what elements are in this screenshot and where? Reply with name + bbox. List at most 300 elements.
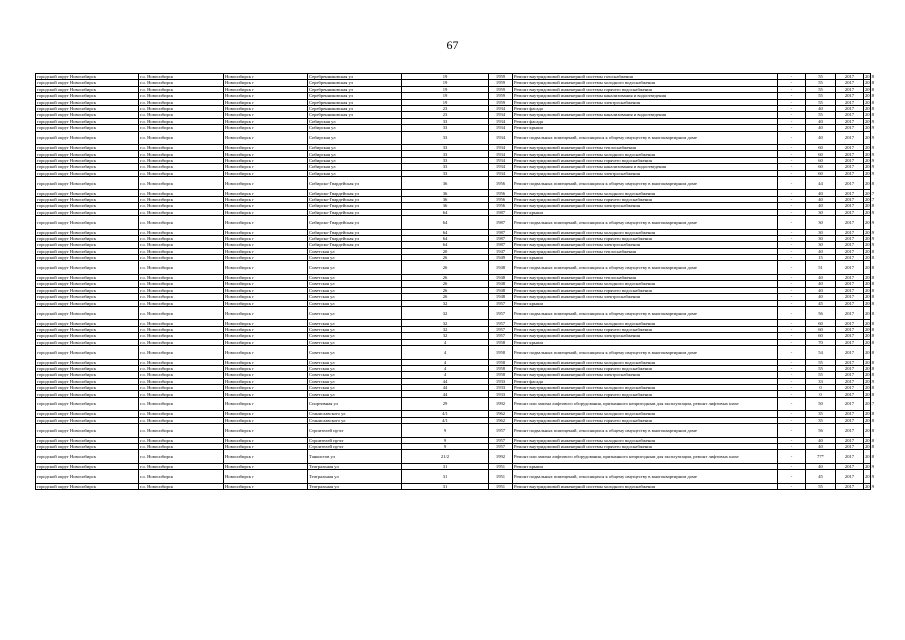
city-cell: Новосибирск г — [224, 261, 308, 275]
year-start-cell: 2017 — [836, 118, 864, 124]
value-cell: 55 — [806, 372, 836, 378]
district-cell: г.о. Новосибирск — [139, 164, 224, 170]
city-cell: Новосибирск г — [224, 196, 308, 202]
year-built-cell: 1958 — [489, 339, 513, 345]
house-cell: 32 — [402, 320, 489, 326]
district-cell: г.о. Новосибирск — [139, 359, 224, 365]
dash-cell: - — [778, 203, 806, 209]
district-cell: г.о. Новосибирск — [139, 300, 224, 306]
house-cell: 33 — [402, 170, 489, 176]
street-cell: Театральная ул — [308, 483, 402, 489]
district-cell: г.о. Новосибирск — [139, 157, 224, 163]
street-cell: Сибирская ул — [308, 131, 402, 145]
district-cell: г.о. Новосибирск — [139, 306, 224, 320]
municipality-cell: городской округ Новосибирск — [36, 248, 139, 254]
year-start-cell: 2017 — [836, 235, 864, 241]
dash-cell: - — [778, 320, 806, 326]
district-cell: г.о. Новосибирск — [139, 424, 224, 438]
value-cell: 30 — [806, 242, 836, 248]
value-cell: 40 — [806, 105, 836, 111]
year-built-cell: 1962 — [489, 411, 513, 417]
year-built-cell: 1948 — [489, 281, 513, 287]
work-type-cell: Ремонт внутридомовой инженерной системы горячего водоснабжения — [513, 86, 778, 92]
value-cell: 35 — [806, 417, 836, 423]
district-cell: г.о. Новосибирск — [139, 470, 224, 484]
year-built-cell: 1934 — [489, 118, 513, 124]
street-cell: Советская ул — [308, 372, 402, 378]
municipality-cell: городской округ Новосибирск — [36, 145, 139, 151]
year-built-cell: 1956 — [489, 203, 513, 209]
municipality-cell: городской округ Новосибирск — [36, 164, 139, 170]
house-cell: 26 — [402, 261, 489, 275]
municipality-cell: городской округ Новосибирск — [36, 417, 139, 423]
value-cell: 54 — [806, 346, 836, 360]
year-built-cell: 1957 — [489, 444, 513, 450]
table-row — [36, 397, 871, 411]
work-type-cell: Ремонт внутридомовой инженерной системы горячего водоснабжения — [513, 391, 778, 397]
table-body — [36, 74, 875, 490]
year-start-cell: 2017 — [836, 444, 864, 450]
municipality-cell: городской округ Новосибирск — [36, 287, 139, 293]
dash-cell: - — [778, 235, 806, 241]
year-built-cell: 1987 — [489, 235, 513, 241]
year-start-cell: 2017 — [836, 190, 864, 196]
city-cell: Новосибирск г — [224, 365, 308, 371]
year-built-cell: 1958 — [489, 372, 513, 378]
work-type-cell: Ремонт внутридомовой инженерной системы холодного водоснабжения — [513, 281, 778, 287]
work-type-cell: Ремонт внутридомовой инженерной системы канализования и водоотведения — [513, 112, 778, 118]
house-cell: 33 — [402, 125, 489, 131]
house-cell: 33 — [402, 131, 489, 145]
municipality-cell: городской округ Новосибирск — [36, 281, 139, 287]
dash-cell: - — [778, 105, 806, 111]
district-cell: г.о. Новосибирск — [139, 411, 224, 417]
table-row — [36, 450, 871, 464]
work-type-cell: Ремонт или замена лифтового оборудования, признанного непригодным для эксплуатации, ремонт лифтовых шахт — [513, 450, 778, 464]
dash-cell: - — [778, 99, 806, 105]
municipality-cell: городской округ Новосибирск — [36, 333, 139, 339]
year-start-cell: 2017 — [836, 281, 864, 287]
dash-cell: - — [778, 255, 806, 261]
district-cell: г.о. Новосибирск — [139, 99, 224, 105]
value-cell: 45 — [806, 300, 836, 306]
work-type-cell: Ремонт внутридомовой инженерной системы холодного водоснабжения — [513, 483, 778, 489]
municipality-cell: городской округ Новосибирск — [36, 424, 139, 438]
street-cell: Советская ул — [308, 339, 402, 345]
street-cell: Сибирско-Гвардейская ул — [308, 176, 402, 190]
house-cell: 64 — [402, 229, 489, 235]
year-start-cell: 2017 — [836, 80, 864, 86]
municipality-cell: городской округ Новосибирск — [36, 209, 139, 215]
year-end-cell: 2018 — [864, 261, 871, 275]
year-start-cell: 2017 — [836, 463, 864, 469]
street-cell: Советская ул — [308, 294, 402, 300]
year-end-cell: 2018 — [865, 372, 875, 378]
year-end-cell: 2018 — [865, 86, 875, 92]
municipality-cell: городской округ Новосибирск — [36, 242, 139, 248]
dash-cell: - — [778, 125, 806, 131]
year-end-cell: 2018 — [865, 93, 875, 99]
district-cell: г.о. Новосибирск — [139, 229, 224, 235]
municipality-cell: городской округ Новосибирск — [36, 359, 139, 365]
value-cell: 30 — [806, 209, 836, 215]
street-cell: Советская ул — [308, 287, 402, 293]
work-type-cell: Ремонт внутридомовой инженерной системы холодного водоснабжения — [513, 190, 778, 196]
municipality-cell: городской округ Новосибирск — [36, 326, 139, 332]
value-cell: 40 — [806, 437, 836, 443]
district-cell: г.о. Новосибирск — [139, 346, 224, 360]
year-start-cell: 2017 — [836, 333, 864, 339]
year-end-cell: 2018 — [864, 424, 871, 438]
house-cell: 26 — [402, 294, 489, 300]
street-cell: Советская ул — [308, 248, 402, 254]
municipality-cell: городской округ Новосибирск — [36, 157, 139, 163]
work-type-cell: Ремонт фасада — [513, 105, 778, 111]
work-type-cell: Ремонт подвальных помещений, относящихся к общему имуществу в многоквартирном доме — [513, 216, 778, 230]
year-built-cell: 1934 — [489, 157, 513, 163]
house-cell: 29 — [402, 397, 489, 411]
street-cell: Советская ул — [308, 385, 402, 391]
municipality-cell: городской округ Новосибирск — [36, 99, 139, 105]
work-type-cell: Ремонт внутридомовой инженерной системы горячего водоснабжения — [513, 326, 778, 332]
year-built-cell: 1987 — [489, 216, 513, 230]
house-cell: 44 — [402, 385, 489, 391]
house-cell: 36 — [402, 190, 489, 196]
municipality-cell: городской округ Новосибирск — [36, 365, 139, 371]
dash-cell: - — [778, 326, 806, 332]
work-type-cell: Ремонт внутридомовой инженерной системы горячего водоснабжения — [513, 417, 778, 423]
municipality-cell: городской округ Новосибирск — [36, 86, 139, 92]
work-type-cell: Ремонт крыши — [513, 255, 778, 261]
dash-cell: - — [778, 190, 806, 196]
city-cell: Новосибирск г — [224, 242, 308, 248]
house-cell: 19 — [402, 99, 489, 105]
street-cell: Сибирская ул — [308, 170, 402, 176]
value-cell: 40 — [806, 190, 836, 196]
value-cell: 51 — [806, 261, 836, 275]
city-cell: Новосибирск г — [224, 112, 308, 118]
house-cell: 26 — [402, 255, 489, 261]
street-cell: Советская ул — [308, 359, 402, 365]
house-cell: 19 — [402, 74, 489, 80]
year-start-cell: 2017 — [836, 294, 864, 300]
year-built-cell: 1987 — [489, 242, 513, 248]
year-end-cell: 2019 — [865, 483, 875, 489]
street-cell: Танкистов ул — [308, 450, 402, 464]
district-cell: г.о. Новосибирск — [139, 333, 224, 339]
district-cell: г.о. Новосибирск — [139, 294, 224, 300]
year-built-cell: 1934 — [489, 145, 513, 151]
dash-cell: - — [778, 170, 806, 176]
table-row — [36, 176, 871, 190]
year-built-cell: 1957 — [489, 306, 513, 320]
value-cell: 60 — [806, 326, 836, 332]
dash-cell: - — [778, 437, 806, 443]
value-cell: 30 — [806, 235, 836, 241]
year-start-cell: 2017 — [836, 483, 864, 489]
work-type-cell: Ремонт внутридомовой инженерной системы горячего водоснабжения — [513, 157, 778, 163]
work-type-cell: Ремонт внутридомовой инженерной системы холодного водоснабжения — [513, 229, 778, 235]
municipality-cell: городской округ Новосибирск — [36, 378, 139, 384]
year-built-cell: 1962 — [489, 417, 513, 423]
district-cell: г.о. Новосибирск — [139, 365, 224, 371]
city-cell: Новосибирск г — [224, 145, 308, 151]
work-type-cell: Ремонт внутридомовой инженерной системы холодного водоснабжения — [513, 411, 778, 417]
city-cell: Новосибирск г — [224, 248, 308, 254]
year-end-cell: 2018 — [865, 275, 875, 281]
street-cell: Сибирско-Гвардейская ул — [308, 196, 402, 202]
house-cell: 33 — [402, 151, 489, 157]
year-end-cell: 2018 — [864, 450, 871, 464]
work-type-cell: Ремонт внутридомовой инженерной системы канализования и водоотведения — [513, 164, 778, 170]
value-cell: 55 — [806, 93, 836, 99]
dash-cell: - — [778, 417, 806, 423]
street-cell: Сибирско-Гвардейская ул — [308, 242, 402, 248]
year-built-cell: 1958 — [489, 365, 513, 371]
year-end-cell: 2017 — [865, 196, 875, 202]
city-cell: Новосибирск г — [224, 300, 308, 306]
house-cell: 9 — [402, 444, 489, 450]
value-cell: 40 — [806, 118, 836, 124]
municipality-cell: городской округ Новосибирск — [36, 93, 139, 99]
year-start-cell: 2017 — [836, 99, 864, 105]
municipality-cell: городской округ Новосибирск — [36, 176, 139, 190]
street-cell: Серебренниковская ул — [308, 74, 402, 80]
street-cell: Советская ул — [308, 378, 402, 384]
capital-repair-table — [35, 73, 875, 490]
district-cell: г.о. Новосибирск — [139, 235, 224, 241]
year-built-cell: 1959 — [489, 99, 513, 105]
value-cell: 40 — [806, 131, 836, 145]
street-cell: Советская ул — [308, 365, 402, 371]
dash-cell: - — [778, 131, 806, 145]
municipality-cell: городской округ Новосибирск — [36, 300, 139, 306]
year-start-cell: 2017 — [836, 242, 864, 248]
city-cell: Новосибирск г — [224, 326, 308, 332]
value-cell: 60 — [806, 333, 836, 339]
municipality-cell: городской округ Новосибирск — [36, 450, 139, 464]
work-type-cell: Ремонт внутридомовой инженерной системы электроснабжения — [513, 372, 778, 378]
year-end-cell: 2018 — [865, 411, 875, 417]
year-start-cell: 2017 — [836, 105, 864, 111]
value-cell: 40 — [806, 444, 836, 450]
house-cell: 19 — [402, 93, 489, 99]
year-built-cell: 1948 — [489, 287, 513, 293]
page-number: 67 — [446, 38, 459, 52]
street-cell: Сибирско-Гвардейская ул — [308, 209, 402, 215]
year-start-cell: 2017 — [836, 300, 864, 306]
year-start-cell: 2017 — [836, 125, 864, 131]
year-start-cell: 2017 — [836, 274, 864, 280]
year-start-cell: 2017 — [836, 470, 864, 484]
district-cell: г.о. Новосибирск — [139, 372, 224, 378]
work-type-cell: Ремонт внутридомовой инженерной системы электроснабжения — [513, 203, 778, 209]
year-start-cell: 2017 — [836, 365, 864, 371]
municipality-cell: городской округ Новосибирск — [36, 105, 139, 111]
house-cell: 31 — [402, 463, 489, 469]
dash-cell: - — [778, 261, 806, 275]
year-built-cell: 1934 — [489, 125, 513, 131]
year-start-cell: 2017 — [836, 359, 864, 365]
table-row — [36, 424, 871, 438]
dash-cell: - — [778, 424, 806, 438]
year-built-cell: 1934 — [489, 112, 513, 118]
year-built-cell: 1947 — [489, 248, 513, 254]
year-end-cell: 2019 — [865, 229, 875, 235]
value-cell: 44 — [806, 176, 836, 190]
street-cell: Сибирско-Гвардейская ул — [308, 229, 402, 235]
dash-cell: - — [778, 294, 806, 300]
work-type-cell: Ремонт подвальных помещений, относящихся к общему имуществу в многоквартирном доме — [513, 131, 778, 145]
dash-cell: - — [778, 378, 806, 384]
dash-cell: - — [778, 397, 806, 411]
municipality-cell: городской округ Новосибирск — [36, 261, 139, 275]
street-cell: Станиславского ул — [308, 411, 402, 417]
city-cell: Новосибирск г — [224, 385, 308, 391]
year-start-cell: 2017 — [836, 306, 864, 320]
year-built-cell: 1959 — [489, 74, 513, 80]
value-cell: 56 — [806, 306, 836, 320]
value-cell: 60 — [806, 151, 836, 157]
street-cell: Сибирская ул — [308, 151, 402, 157]
year-end-cell: 2019 — [865, 157, 875, 163]
city-cell: Новосибирск г — [224, 333, 308, 339]
value-cell: 60 — [806, 164, 836, 170]
year-start-cell: 2017 — [836, 287, 864, 293]
year-built-cell: 1956 — [489, 196, 513, 202]
value-cell: 55 — [806, 80, 836, 86]
work-type-cell: Ремонт внутридомовой инженерной системы холодного водоснабжения — [513, 320, 778, 326]
house-cell: 32 — [402, 333, 489, 339]
municipality-cell: городской округ Новосибирск — [36, 306, 139, 320]
year-built-cell: 1933 — [489, 378, 513, 384]
municipality-cell: городской округ Новосибирск — [36, 385, 139, 391]
street-cell: Станиславского ул — [308, 417, 402, 423]
house-cell: 26 — [402, 287, 489, 293]
year-start-cell: 2017 — [836, 411, 864, 417]
table-row — [36, 306, 871, 320]
house-cell: 4 — [402, 365, 489, 371]
dash-cell: - — [778, 196, 806, 202]
house-cell: 4/1 — [402, 411, 489, 417]
house-cell: 64 — [402, 216, 489, 230]
year-built-cell: 1933 — [489, 385, 513, 391]
year-built-cell: 1959 — [489, 93, 513, 99]
dash-cell: - — [778, 385, 806, 391]
municipality-cell: городской округ Новосибирск — [36, 274, 139, 280]
house-cell: 36 — [402, 176, 489, 190]
house-cell: 44 — [402, 378, 489, 384]
year-start-cell: 2017 — [836, 196, 864, 202]
value-cell: 33 — [806, 378, 836, 384]
year-start-cell: 2017 — [836, 74, 864, 80]
district-cell: г.о. Новосибирск — [139, 80, 224, 86]
dash-cell: - — [778, 145, 806, 151]
dash-cell: - — [778, 209, 806, 215]
year-end-cell: 2018 — [865, 339, 875, 345]
house-cell: 33 — [402, 145, 489, 151]
street-cell: Советская ул — [308, 333, 402, 339]
year-start-cell: 2017 — [836, 216, 864, 230]
year-built-cell: 1957 — [489, 333, 513, 339]
house-cell: 9 — [402, 437, 489, 443]
work-type-cell: Ремонт крыши — [513, 209, 778, 215]
municipality-cell: городской округ Новосибирск — [36, 196, 139, 202]
value-cell: 55 — [806, 112, 836, 118]
district-cell: г.о. Новосибирск — [139, 145, 224, 151]
street-cell: Советская ул — [308, 274, 402, 280]
work-type-cell: Ремонт крыши — [513, 339, 778, 345]
house-cell: 36 — [402, 196, 489, 202]
city-cell: Новосибирск г — [224, 294, 308, 300]
year-built-cell: 1958 — [489, 346, 513, 360]
dash-cell: - — [778, 157, 806, 163]
year-start-cell: 2017 — [836, 164, 864, 170]
street-cell: Сибирская ул — [308, 157, 402, 163]
work-type-cell: Ремонт подвальных помещений, относящихся к общему имуществу в многоквартирном доме — [513, 470, 778, 484]
work-type-cell: Ремонт внутридомовой инженерной системы теплоснабжения — [513, 145, 778, 151]
street-cell: Сибирская ул — [308, 125, 402, 131]
work-type-cell: Ремонт фасада — [513, 118, 778, 124]
year-end-cell: 2017 — [865, 190, 875, 196]
value-cell: 55 — [806, 99, 836, 105]
street-cell: Театральная ул — [308, 463, 402, 469]
street-cell: Серебренниковская ул — [308, 105, 402, 111]
work-type-cell: Ремонт внутридомовой инженерной системы электроснабжения — [513, 242, 778, 248]
dash-cell: - — [778, 411, 806, 417]
street-cell: Театральная ул — [308, 470, 402, 484]
district-cell: г.о. Новосибирск — [139, 125, 224, 131]
dash-cell: - — [778, 118, 806, 124]
district-cell: г.о. Новосибирск — [139, 209, 224, 215]
year-end-cell: 2018 — [865, 437, 875, 443]
year-start-cell: 2017 — [836, 372, 864, 378]
year-end-cell: 2018 — [865, 365, 875, 371]
value-cell: 60 — [806, 170, 836, 176]
street-cell: Сибирская ул — [308, 145, 402, 151]
municipality-cell: городской округ Новосибирск — [36, 294, 139, 300]
district-cell: г.о. Новосибирск — [139, 281, 224, 287]
city-cell: Новосибирск г — [224, 424, 308, 438]
year-end-cell: 2018 — [865, 80, 875, 86]
year-end-cell: 2018 — [865, 106, 875, 112]
municipality-cell: городской округ Новосибирск — [36, 118, 139, 124]
city-cell: Новосибирск г — [224, 287, 308, 293]
year-start-cell: 2017 — [836, 170, 864, 176]
house-cell: 4 — [402, 372, 489, 378]
city-cell: Новосибирск г — [224, 411, 308, 417]
work-type-cell: Ремонт внутридомовой инженерной системы электроснабжения — [513, 333, 778, 339]
year-start-cell: 2017 — [836, 86, 864, 92]
city-cell: Новосибирск г — [224, 209, 308, 215]
house-cell: 32 — [402, 306, 489, 320]
dash-cell: - — [778, 450, 806, 464]
year-built-cell: 1957 — [489, 326, 513, 332]
year-start-cell: 2017 — [836, 157, 864, 163]
value-cell: 45 — [806, 470, 836, 484]
house-cell: 32 — [402, 300, 489, 306]
district-cell: г.о. Новосибирск — [139, 391, 224, 397]
year-end-cell: 2019 — [865, 378, 875, 384]
city-cell: Новосибирск г — [224, 125, 308, 131]
city-cell: Новосибирск г — [224, 229, 308, 235]
dash-cell: - — [778, 80, 806, 86]
city-cell: Новосибирск г — [224, 281, 308, 287]
district-cell: г.о. Новосибирск — [139, 444, 224, 450]
district-cell: г.о. Новосибирск — [139, 196, 224, 202]
year-start-cell: 2017 — [836, 93, 864, 99]
year-start-cell: 2017 — [836, 437, 864, 443]
